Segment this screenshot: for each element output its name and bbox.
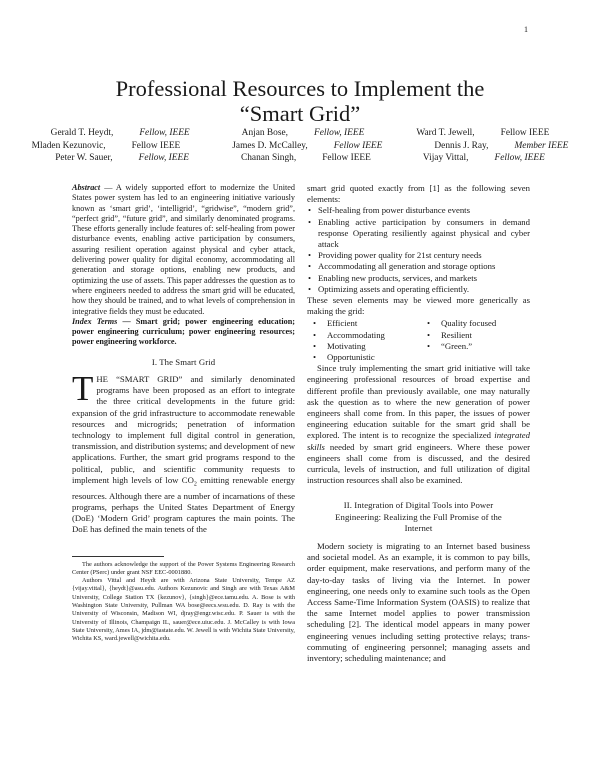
- list-item: • Quality focused: [421, 318, 530, 329]
- list-item: • Enabling new products, services, and markets: [307, 273, 530, 284]
- paper-title: [40, 76, 560, 126]
- engineering-resources-paragraph: Since truly implementing the smart grid initiative will take engineering professional resources of broad expertise and different profile than previously available, one may naturally ask the question as to where the new generation of power engineers shall come from. In this paper, the issues of power engineering education suitable for the smart grid shall be explored. The intent is to recognize the specialized integrated skills needed by smart grid engineers. Where these power engineers shall come from is discussed, and the desired curricula, levels of instruction, and full utilization of digital instruction resources shall also be examined.: [307, 363, 530, 486]
- title-line-2: “Smart Grid”: [239, 101, 361, 126]
- title-line-1: Professional Resources to Implement the: [115, 76, 485, 101]
- list-item: • Motivating: [307, 341, 421, 352]
- footnote: [72, 561, 295, 644]
- list-item: • Self-healing from power disturbance events: [307, 205, 530, 216]
- author: Dennis J. Ray, Member IEEE: [434, 140, 569, 151]
- co2-subscript: 2: [193, 481, 197, 488]
- author: Mladen Kezunovic, Fellow IEEE: [31, 140, 181, 151]
- section-2-paragraph: Modern society is migrating to an Internet based business and societal model. As an example, it is common to pay bills, order equipment, make reservations, and perform many of the day-to-day tasks of living via the Internet. In power engineering, one needs only to examine such tools as the Open Access Same-Time Information System (OASIS) to realize that the same Internet model applies to power transmission scheduling [2]. The identical model appears in many power engineering venues including setting protective relays; trans-commuting of engineering personnel; managing assets and inventory; scheduling maintenance; and: [307, 540, 530, 664]
- generic-intro: These seven elements may be viewed more generically as making the grid:: [307, 295, 530, 317]
- author-row-3: [40, 152, 560, 165]
- list-item: • Efficient: [307, 318, 421, 329]
- list-item: • Accommodating all generation and storage options: [307, 261, 530, 272]
- footnote-affiliations: Authors Vittal and Heydt are with Arizona State University, Tempe AZ {vijay.vittal}, {heydt}@asu.edu. Authors Kezunovic and Singh are with Texas A&M University, College Station TX {kezunov}, {singh}@ece.tamu.edu. A. Bose is with Washington State University, Pullman WA bose@eecs.wsu.edu. D. Ray is with the University of Wisconsin, Madison WI, djray@engr.wisc.edu. P. Sauer is with the University of Illinois, Champaign IL, sauer@ece.uiuc.edu. J. McCalley is with Iowa State University, Ames IA, jdm@iastate.edu. W. Jewell is with Wichita State University, Wichita KS, ward.jewell@wichita.edu.: [72, 577, 295, 643]
- page-number: 1: [524, 25, 528, 34]
- author: James D. McCalley, Fellow IEEE: [232, 140, 383, 151]
- generic-attributes-list: [307, 318, 530, 363]
- author: Ward T. Jewell, Fellow IEEE: [416, 128, 550, 138]
- section-heading-1: I. The Smart Grid: [151, 356, 216, 367]
- author-block: [31, 127, 569, 165]
- right-column: [307, 183, 530, 664]
- author: Chanan Singh, Fellow IEEE: [240, 153, 371, 164]
- list-item: • Enabling active participation by consumers in demand response Operating resiliently against physical and cyber attack: [307, 217, 530, 251]
- footnote-rule: [72, 556, 164, 557]
- abstract-label: Abstract: [72, 183, 101, 192]
- index-terms: [72, 317, 295, 348]
- section-heading-2: II. Integration of Digital Tools into Power Engineering: Realizing the Full Promise of the Internet: [335, 500, 502, 534]
- index-terms-label: Index Terms: [72, 316, 118, 326]
- list-item: • “Green.”: [421, 341, 530, 352]
- footnote-acknowledgement: The authors acknowledge the support of the Power Systems Engineering Research Center (PSerc) under grant NSF EEC-0001880.: [72, 560, 295, 576]
- emphasis: integrated skills: [307, 430, 530, 452]
- list-item: • Accommodating: [307, 330, 421, 341]
- index-terms-text: — Smart grid; power engineering education; power engineering curriculum; power engineering resources; power engineering workforce.: [72, 316, 295, 347]
- author: Vijay Vittal, Fellow, IEEE: [422, 153, 545, 164]
- list-item: • Opportunistic: [307, 352, 421, 363]
- author-row-2: [31, 140, 569, 153]
- drop-cap: T: [72, 368, 94, 408]
- list-item: • Providing power quality for 21st century needs: [307, 250, 530, 261]
- list-item: • Optimizing assets and operating efficiently.: [307, 284, 530, 295]
- author: Gerald T. Heydt, Fellow, IEEE: [50, 128, 190, 138]
- section-1-paragraph: THE “SMART GRID” and similarly denominated programs have been proposed as an effort to integrate the three critical developments in the future grid: expansion of the grid infrastructure to accommodate renewable resources and microgrids; penetration of information technology to implement full digital control in generation, transmission, and distribution systems; and development of new applications. Further, the smart grid programs respond to the political, public, and scientific community requests to implement high levels of low $CO_2$ emitting renewable energy resources. Although there are a number of incarnations of these programs, perhaps the United States Department of Energy (DoE) ‘Modern Grid’ program captures the main points. The DoE has defined the main tenets of the: [72, 368, 295, 535]
- abstract: [72, 183, 295, 317]
- author-row-1: [40, 127, 560, 140]
- smart-grid-elements-list: [307, 205, 530, 295]
- list-item: • Resilient: [421, 330, 530, 341]
- author: Anjan Bose, Fellow, IEEE: [241, 128, 365, 138]
- elements-intro: smart grid quoted exactly from [1] as the following seven elements:: [307, 183, 530, 205]
- author: Peter W. Sauer, Fellow, IEEE: [55, 153, 189, 164]
- abstract-text: — A widely supported effort to modernize the United States power system has led to an engineering initiative variously known as ‘smart grid’, ‘intelligrid’, “gridwise”, “modern grid”, “perfect grid”, “future grid”, and similarly denominated programs. These efforts generally include features of: self-healing from power disturbance events, enabling active participation by consumers, assuring resilient operation against physical and cyber attack, delivering power quality for digital economy, accommodating all generation and storage options, enabling new products, and optimizing the use of assets. This paper addresses the question as to where engineers needed to address the smart grid will be educated, how they should be trained, and to what levels of comprehension in integrative fields they must be educated.: [72, 183, 295, 316]
- left-column: [72, 183, 295, 644]
